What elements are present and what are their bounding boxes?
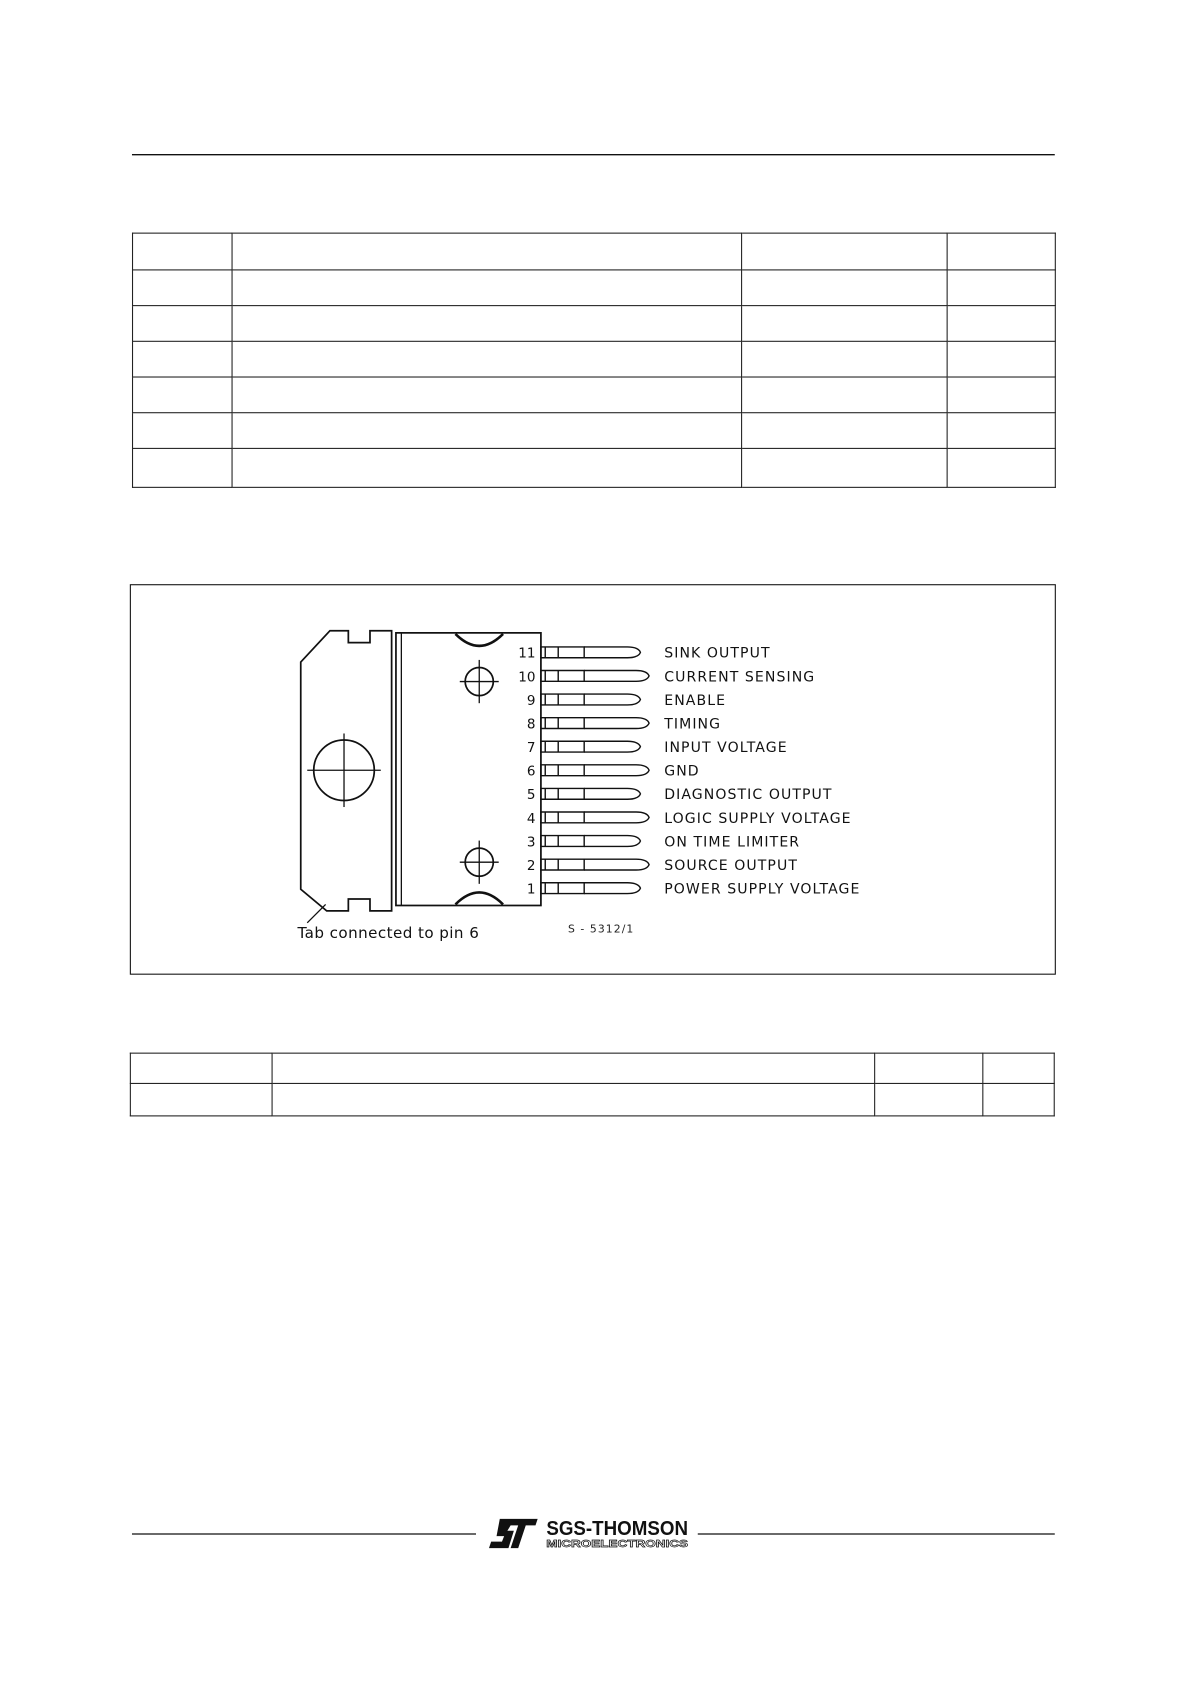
- pin-5: [527, 787, 833, 803]
- bottom-notch: [455, 893, 503, 905]
- pin-lead-tip: [584, 859, 649, 870]
- pin-lead-tip: [584, 741, 640, 752]
- pin-lead-tip: [584, 647, 640, 658]
- pin-lead-tip: [584, 694, 640, 705]
- pin-9: [527, 693, 726, 709]
- pin-4: [527, 811, 852, 827]
- pin-lead-base: [541, 812, 584, 823]
- top-notch: [455, 634, 503, 646]
- pin-lead-base: [541, 671, 584, 682]
- mounting-hole-large: [307, 733, 381, 807]
- pin-label: TIMING: [664, 716, 722, 733]
- mounting-hole-top: [460, 660, 499, 703]
- tab-leader-line: [307, 904, 325, 922]
- pin-lead-tip: [584, 788, 640, 799]
- pin-7: [527, 740, 788, 756]
- mounting-hole-bottom: [460, 841, 499, 884]
- pin-1: [527, 882, 861, 898]
- pin-label: CURRENT SENSING: [664, 669, 816, 686]
- pin-number: 9: [526, 692, 536, 709]
- pin-lead-base: [541, 718, 584, 729]
- pin-10: [518, 669, 815, 685]
- pin-label: LOGIC SUPPLY VOLTAGE: [664, 810, 852, 827]
- pin-lead-tip: [584, 718, 649, 729]
- pin-label: POWER SUPPLY VOLTAGE: [664, 881, 861, 898]
- pin-lead-tip: [584, 812, 649, 823]
- pin-lead-base: [541, 765, 584, 776]
- pin-label: DIAGNOSTIC OUTPUT: [664, 787, 833, 804]
- pin-lead-base: [541, 741, 584, 752]
- pin-lead-base: [541, 694, 584, 705]
- pin-lead-base: [541, 859, 584, 870]
- pin-11: [518, 646, 770, 662]
- pin-label: INPUT VOLTAGE: [664, 740, 788, 757]
- tab-note: Tab connected to pin 6: [297, 923, 480, 942]
- pin-number: 10: [518, 669, 536, 686]
- pin-lead-base: [541, 647, 584, 658]
- pin-lead-base: [541, 836, 584, 847]
- pin-number: 8: [526, 716, 536, 733]
- pin-number: 2: [526, 857, 536, 874]
- pin-label: SINK OUTPUT: [664, 645, 771, 662]
- pin-number: 1: [526, 881, 536, 898]
- pin-number: 11: [518, 645, 536, 662]
- pin-number: 7: [526, 740, 536, 757]
- pin-number: 3: [526, 834, 536, 851]
- pin-number: 6: [526, 763, 536, 780]
- drawing-code: S - 5312/1: [567, 922, 635, 936]
- pin-6: [527, 764, 700, 780]
- pin-list: [518, 646, 860, 898]
- brand-name: SGS-THOMSON: [546, 1517, 689, 1541]
- pin-lead-tip: [584, 836, 640, 847]
- pin-label: ON TIME LIMITER: [664, 834, 801, 851]
- pin-lead-tip: [584, 671, 649, 682]
- pin-8: [527, 716, 721, 732]
- pin-label: SOURCE OUTPUT: [664, 857, 799, 874]
- st-logo-mark: [489, 1519, 538, 1548]
- pin-number: 4: [526, 810, 536, 827]
- pin-lead-base: [541, 883, 584, 894]
- pin-lead-tip: [584, 765, 649, 776]
- pin-lead-base: [541, 788, 584, 799]
- pin-label: GND: [664, 763, 700, 780]
- pin-number: 5: [526, 787, 536, 804]
- pin-3: [527, 834, 800, 850]
- company-logo: [489, 1517, 688, 1550]
- brand-division: MICROELECTRONICS: [546, 1539, 689, 1550]
- pin-lead-tip: [584, 883, 640, 894]
- pin-label: ENABLE: [664, 692, 727, 709]
- pin-2: [527, 858, 798, 874]
- package-drawing: [297, 631, 861, 942]
